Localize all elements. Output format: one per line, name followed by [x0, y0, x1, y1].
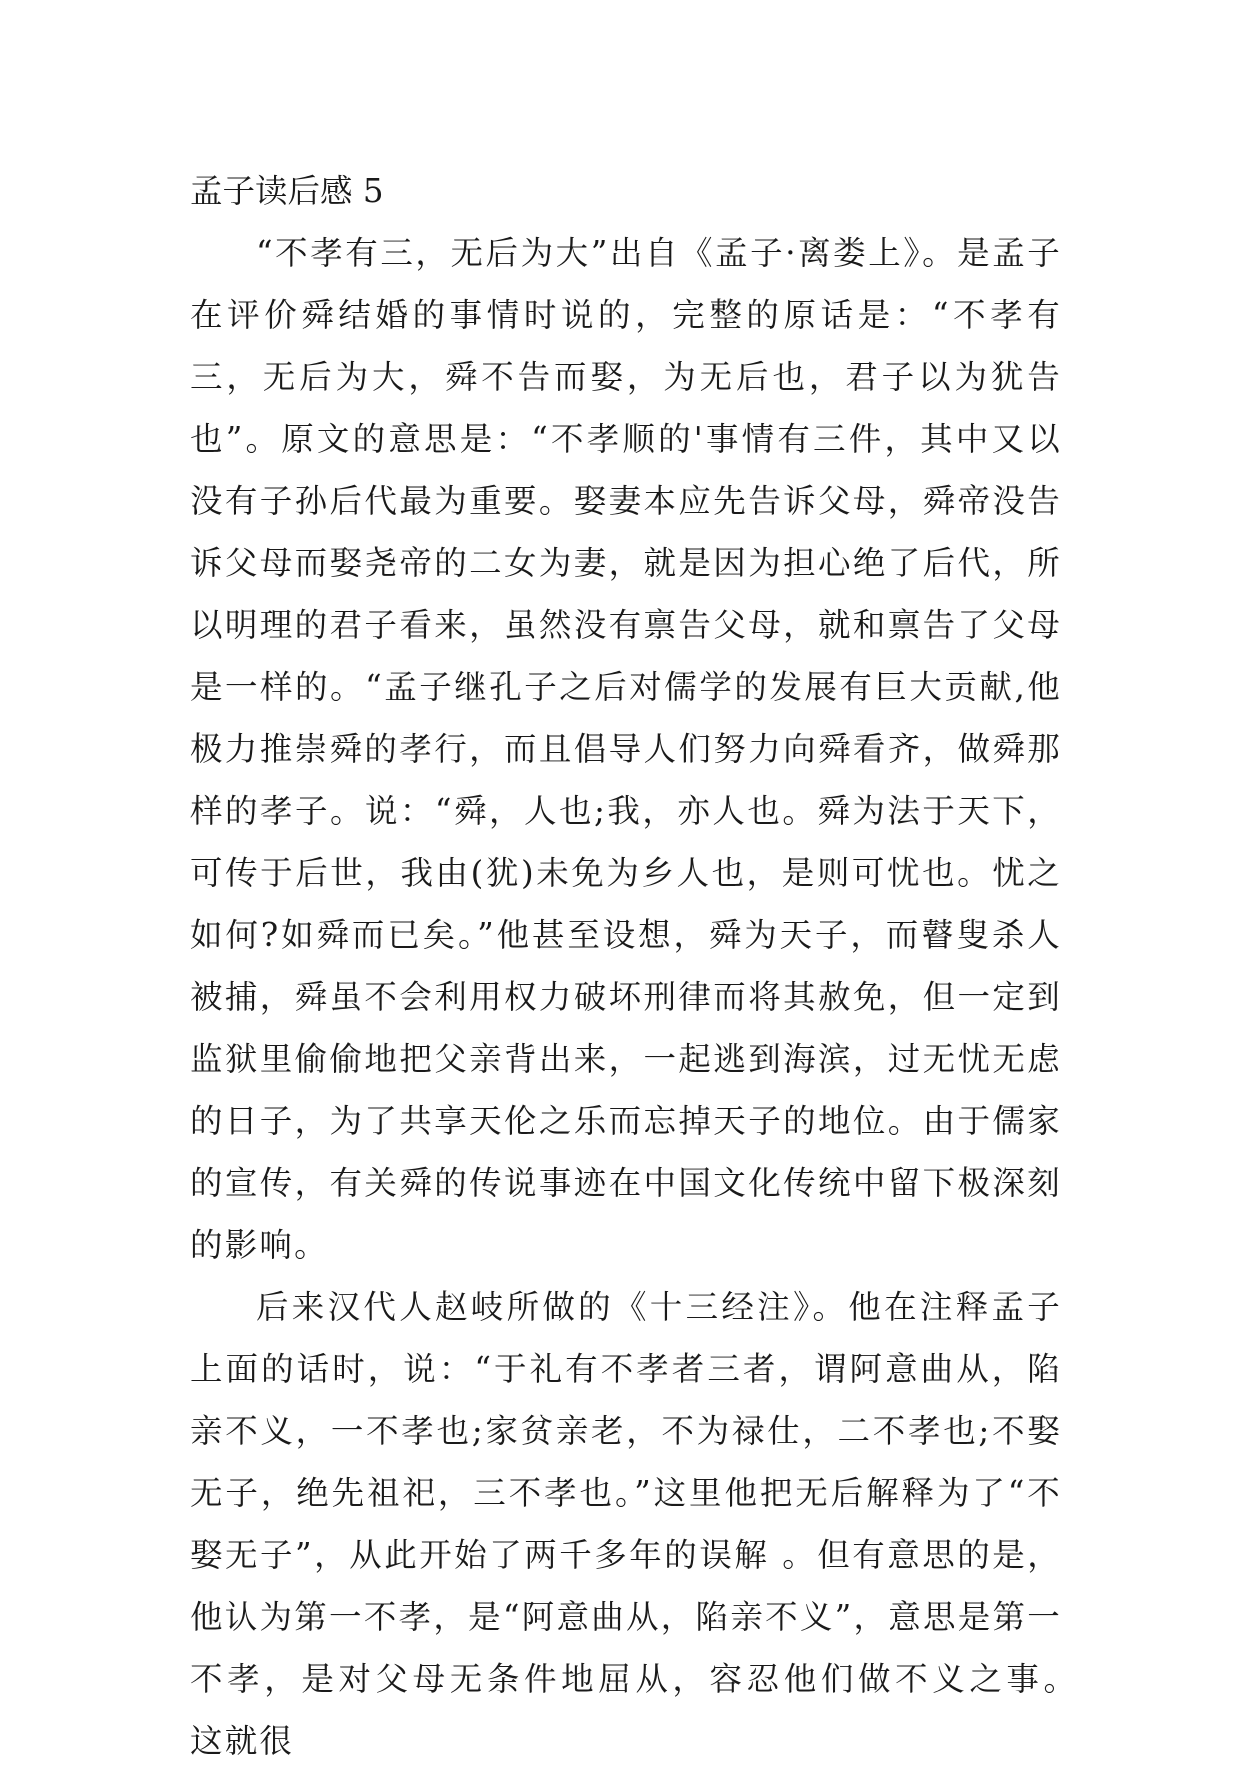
document-body — [190, 160, 1132, 1772]
paragraph-1: “不孝有三，无后为大”出自《孟子·离娄上》。是孟子在评价舜结婚的事情时说的，完整的原话是：“不孝有三，无后为大，舜不告而娶，为无后也，君子以为犹告也”。原文的意思是：“不孝顺的'事情有三件，其中又以没有子孙后代最为重要。娶妻本应先告诉父母，舜帝没告诉父母而娶尧帝的二女为妻，就是因为担心绝了后代，所以明理的君子看来，虽然没有禀告父母，就和禀告了父母是一样的。“孟子继孔子之后对儒学的发展有巨大贡献,他极力推崇舜的孝行，而且倡导人们努力向舜看齐，做舜那样的孝子。说：“舜，人也;我，亦人也。舜为法于天下，可传于后世，我由(犹)未免为乡人也，是则可忧也。忧之如何?如舜而已矣。”他甚至设想，舜为天子，而瞽叟杀人被捕，舜虽不会利用权力破坏刑律而将其赦免，但一定到监狱里偷偷地把父亲背出来，一起逃到海滨，过无忧无虑的日子，为了共享天伦之乐而忘掉天子的地位。由于儒家的宣传，有关舜的传说事迹在中国文化传统中留下极深刻的影响。 — [190, 234, 1062, 1264]
paragraph-2: 后来汉代人赵岐所做的《十三经注》。他在注释孟子上面的话时，说：“于礼有不孝者三者，谓阿意曲从，陷亲不义，一不孝也;家贫亲老，不为禄仕，二不孝也;不娶无子，绝先祖祀，三不孝也。”这里他把无后解释为了“不娶无子”，从此开始了两千多年的误解 。但有意思的是，他认为第一不孝，是“阿意曲从，陷亲不义”，意思是第一不孝，是对父母无条件地屈从，容忍他们做不义之事。 这就很 — [190, 1288, 1132, 1760]
document-title: 孟子读后感 5 — [190, 172, 384, 210]
